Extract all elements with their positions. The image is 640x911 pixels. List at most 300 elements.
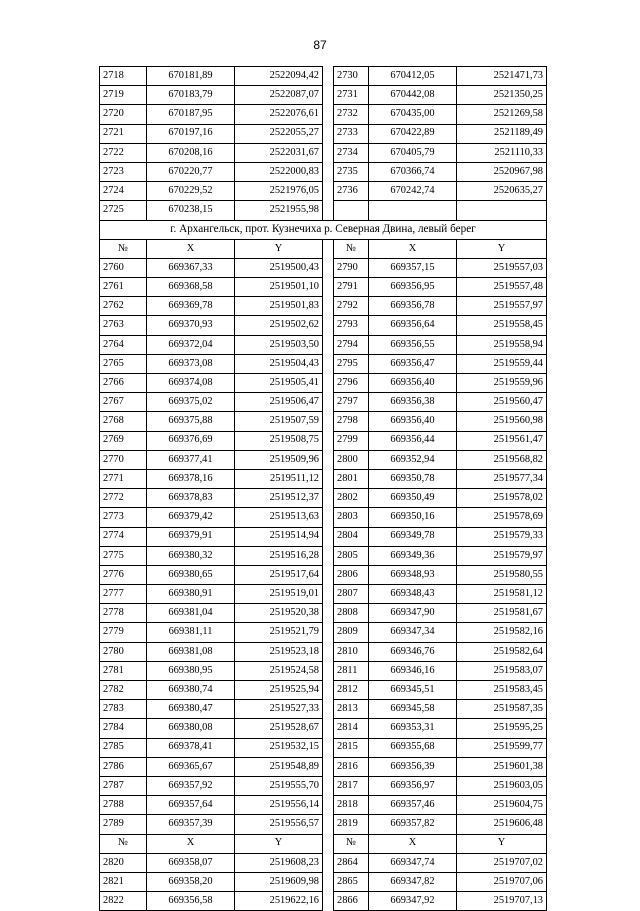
table-row — [100, 124, 547, 143]
x-left: 669381,08 — [147, 642, 235, 661]
x-left: 670197,16 — [147, 124, 235, 143]
x-right: 670412,05 — [369, 67, 457, 86]
y-right: 2519557,97 — [457, 297, 547, 316]
y-left: 2519520,38 — [235, 604, 323, 623]
x-right: 669345,51 — [369, 681, 457, 700]
x-left: 670181,89 — [147, 67, 235, 86]
x-left: 669380,32 — [147, 546, 235, 565]
point-number-right: 2810 — [334, 642, 369, 661]
column-gap — [323, 239, 334, 258]
column-gap — [323, 182, 334, 201]
point-number-right: 2812 — [334, 681, 369, 700]
point-number-right: 2792 — [334, 297, 369, 316]
point-number-left: 2821 — [100, 872, 147, 891]
point-number-left: 2721 — [100, 124, 147, 143]
column-gap — [323, 565, 334, 584]
point-number-left: 2772 — [100, 489, 147, 508]
column-gap — [323, 335, 334, 354]
y-right: 2519583,07 — [457, 661, 547, 680]
x-left: 669378,41 — [147, 738, 235, 757]
x-left: 669380,65 — [147, 565, 235, 584]
point-number-right: 2805 — [334, 546, 369, 565]
table-row — [100, 67, 547, 86]
x-left: 669378,83 — [147, 489, 235, 508]
x-left: 669367,33 — [147, 258, 235, 277]
point-number-right: 2793 — [334, 316, 369, 335]
x-right: 669345,58 — [369, 700, 457, 719]
y-left: 2519548,89 — [235, 757, 323, 776]
table-row — [100, 681, 547, 700]
table-row — [100, 162, 547, 181]
x-left: 669370,93 — [147, 316, 235, 335]
column-gap — [323, 719, 334, 738]
point-number-right: 2819 — [334, 815, 369, 834]
point-number-right: 2800 — [334, 450, 369, 469]
table-row — [100, 489, 547, 508]
column-gap — [323, 105, 334, 124]
y-right: 2519707,13 — [457, 892, 547, 911]
x-left: 669381,11 — [147, 623, 235, 642]
x-right: 669347,74 — [369, 853, 457, 872]
x-right: 669356,40 — [369, 374, 457, 393]
x-right: 669356,39 — [369, 757, 457, 776]
column-gap — [323, 872, 334, 891]
point-number-left: 2771 — [100, 469, 147, 488]
table-row — [100, 565, 547, 584]
point-number-right: 2864 — [334, 853, 369, 872]
point-number-left: 2724 — [100, 182, 147, 201]
column-header-row — [100, 834, 547, 853]
y-right: 2519558,45 — [457, 316, 547, 335]
x-header: X — [369, 239, 457, 258]
y-right: 2519578,02 — [457, 489, 547, 508]
point-number-right: 2790 — [334, 258, 369, 277]
point-number-right: 2865 — [334, 872, 369, 891]
y-left: 2519514,94 — [235, 527, 323, 546]
y-left: 2519555,70 — [235, 776, 323, 795]
x-left: 669380,91 — [147, 585, 235, 604]
point-number-left: 2770 — [100, 450, 147, 469]
table-row — [100, 86, 547, 105]
point-number-right: 2796 — [334, 374, 369, 393]
y-left: 2519501,10 — [235, 278, 323, 297]
x-right: 669356,44 — [369, 431, 457, 450]
point-number-right: 2815 — [334, 738, 369, 757]
point-number-left: 2789 — [100, 815, 147, 834]
point-number-right: 2733 — [334, 124, 369, 143]
point-number-left: 2760 — [100, 258, 147, 277]
y-right: 2519581,12 — [457, 585, 547, 604]
number-header: № — [100, 834, 147, 853]
table-row — [100, 642, 547, 661]
point-number-left: 2775 — [100, 546, 147, 565]
x-right: 669352,94 — [369, 450, 457, 469]
y-right: 2519559,44 — [457, 354, 547, 373]
y-right: 2519568,82 — [457, 450, 547, 469]
y-right: 2519558,94 — [457, 335, 547, 354]
column-gap — [323, 450, 334, 469]
point-number-right: 2804 — [334, 527, 369, 546]
point-number-left: 2722 — [100, 143, 147, 162]
table-row — [100, 700, 547, 719]
table-row — [100, 201, 547, 220]
column-gap — [323, 738, 334, 757]
y-left: 2519527,33 — [235, 700, 323, 719]
x-left: 669379,42 — [147, 508, 235, 527]
column-gap — [323, 469, 334, 488]
y-right: 2521350,25 — [457, 86, 547, 105]
table-row — [100, 796, 547, 815]
column-gap — [323, 604, 334, 623]
y-right: 2519595,25 — [457, 719, 547, 738]
y-right: 2519559,96 — [457, 374, 547, 393]
table-row — [100, 719, 547, 738]
table-row — [100, 757, 547, 776]
y-right: 2519601,38 — [457, 757, 547, 776]
column-gap — [323, 527, 334, 546]
y-left: 2519504,43 — [235, 354, 323, 373]
y-left: 2519528,67 — [235, 719, 323, 738]
y-left: 2519513,63 — [235, 508, 323, 527]
x-right: 669356,40 — [369, 412, 457, 431]
point-number-right: 2791 — [334, 278, 369, 297]
x-left: 669380,47 — [147, 700, 235, 719]
x-left: 669377,41 — [147, 450, 235, 469]
column-gap — [323, 681, 334, 700]
column-gap — [323, 834, 334, 853]
table-row — [100, 182, 547, 201]
point-number-right: 2799 — [334, 431, 369, 450]
point-number-right: 2795 — [334, 354, 369, 373]
table-row — [100, 143, 547, 162]
x-right: 669347,92 — [369, 892, 457, 911]
point-number-right: 2732 — [334, 105, 369, 124]
table-row — [100, 585, 547, 604]
column-gap — [323, 892, 334, 911]
y-left: 2522031,67 — [235, 143, 323, 162]
y-right: 2519603,05 — [457, 776, 547, 795]
point-number-left: 2762 — [100, 297, 147, 316]
column-gap — [323, 489, 334, 508]
y-right: 2519707,06 — [457, 872, 547, 891]
table-row — [100, 412, 547, 431]
table-row — [100, 469, 547, 488]
y-right: 2521269,58 — [457, 105, 547, 124]
column-gap — [323, 815, 334, 834]
x-right: 670422,89 — [369, 124, 457, 143]
y-right: 2519582,16 — [457, 623, 547, 642]
table-row — [100, 623, 547, 642]
number-header: № — [334, 834, 369, 853]
point-number-left: 2785 — [100, 738, 147, 757]
point-number-left: 2723 — [100, 162, 147, 181]
column-gap — [323, 67, 334, 86]
y-left: 2519556,14 — [235, 796, 323, 815]
page-number: 87 — [313, 38, 327, 52]
point-number-right: 2814 — [334, 719, 369, 738]
x-right: 669356,64 — [369, 316, 457, 335]
point-number-left: 2773 — [100, 508, 147, 527]
y-right: 2519604,75 — [457, 796, 547, 815]
y-left: 2519512,37 — [235, 489, 323, 508]
y-right: 2521471,73 — [457, 67, 547, 86]
column-gap — [323, 258, 334, 277]
table-row — [100, 278, 547, 297]
y-left: 2519609,98 — [235, 872, 323, 891]
table-row — [100, 508, 547, 527]
x-right: 669348,93 — [369, 565, 457, 584]
x-right: 669347,34 — [369, 623, 457, 642]
x-right: 670405,79 — [369, 143, 457, 162]
point-number-right: 2807 — [334, 585, 369, 604]
x-right: 670366,74 — [369, 162, 457, 181]
x-left: 669357,39 — [147, 815, 235, 834]
point-number-left: 2765 — [100, 354, 147, 373]
x-right: 669356,55 — [369, 335, 457, 354]
y-right: 2519587,35 — [457, 700, 547, 719]
coordinates-table-body — [100, 67, 547, 911]
x-right: 669356,38 — [369, 393, 457, 412]
x-left: 669380,95 — [147, 661, 235, 680]
column-gap — [323, 278, 334, 297]
point-number-right: 2801 — [334, 469, 369, 488]
point-number-left: 2778 — [100, 604, 147, 623]
x-right: 669356,95 — [369, 278, 457, 297]
point-number-left: 2769 — [100, 431, 147, 450]
y-left: 2519507,59 — [235, 412, 323, 431]
x-left: 669380,74 — [147, 681, 235, 700]
table-row — [100, 374, 547, 393]
table-row — [100, 604, 547, 623]
column-gap — [323, 354, 334, 373]
y-left: 2522055,27 — [235, 124, 323, 143]
y-right: 2519579,33 — [457, 527, 547, 546]
y-left: 2522094,42 — [235, 67, 323, 86]
point-number-right: 2809 — [334, 623, 369, 642]
table-row — [100, 872, 547, 891]
point-number-right: 2736 — [334, 182, 369, 201]
y-right: 2519599,77 — [457, 738, 547, 757]
x-right: 669348,43 — [369, 585, 457, 604]
x-left: 669375,02 — [147, 393, 235, 412]
column-gap — [323, 374, 334, 393]
x-left: 669374,08 — [147, 374, 235, 393]
y-header: Y — [235, 239, 323, 258]
y-right: 2519707,02 — [457, 853, 547, 872]
column-gap — [323, 585, 334, 604]
table-row — [100, 450, 547, 469]
point-number-right: 2866 — [334, 892, 369, 911]
column-gap — [323, 757, 334, 776]
x-right: 669355,68 — [369, 738, 457, 757]
y-right — [457, 201, 547, 220]
column-gap — [323, 508, 334, 527]
x-left: 670187,95 — [147, 105, 235, 124]
x-left: 669376,69 — [147, 431, 235, 450]
x-right: 669350,16 — [369, 508, 457, 527]
column-gap — [323, 623, 334, 642]
point-number-left: 2774 — [100, 527, 147, 546]
x-right: 669356,78 — [369, 297, 457, 316]
x-right: 669357,46 — [369, 796, 457, 815]
point-number-right: 2797 — [334, 393, 369, 412]
y-left: 2519608,23 — [235, 853, 323, 872]
x-left: 669357,92 — [147, 776, 235, 795]
number-header: № — [100, 239, 147, 258]
y-left: 2521976,05 — [235, 182, 323, 201]
column-gap — [323, 431, 334, 450]
x-right: 670442,08 — [369, 86, 457, 105]
table-row — [100, 738, 547, 757]
y-left: 2522000,83 — [235, 162, 323, 181]
y-left: 2522087,07 — [235, 86, 323, 105]
y-left: 2519502,62 — [235, 316, 323, 335]
y-left: 2519523,18 — [235, 642, 323, 661]
y-header: Y — [235, 834, 323, 853]
column-gap — [323, 86, 334, 105]
x-left: 669357,64 — [147, 796, 235, 815]
x-right: 669350,49 — [369, 489, 457, 508]
y-left: 2519525,94 — [235, 681, 323, 700]
x-left: 669379,91 — [147, 527, 235, 546]
column-gap — [323, 393, 334, 412]
coordinates-table — [99, 66, 547, 911]
x-left: 669358,20 — [147, 872, 235, 891]
x-left: 670220,77 — [147, 162, 235, 181]
point-number-left: 2763 — [100, 316, 147, 335]
y-left: 2519506,47 — [235, 393, 323, 412]
point-number-right: 2813 — [334, 700, 369, 719]
number-header: № — [334, 239, 369, 258]
y-right: 2519560,47 — [457, 393, 547, 412]
y-header: Y — [457, 239, 547, 258]
point-number-right: 2806 — [334, 565, 369, 584]
x-header: X — [369, 834, 457, 853]
point-number-left: 2719 — [100, 86, 147, 105]
column-gap — [323, 776, 334, 795]
x-right: 670242,74 — [369, 182, 457, 201]
x-left: 669381,04 — [147, 604, 235, 623]
point-number-right: 2802 — [334, 489, 369, 508]
table-row — [100, 316, 547, 335]
y-left: 2519517,64 — [235, 565, 323, 584]
x-left: 669368,58 — [147, 278, 235, 297]
point-number-right: 2731 — [334, 86, 369, 105]
x-right: 669346,16 — [369, 661, 457, 680]
point-number-left: 2786 — [100, 757, 147, 776]
table-row — [100, 853, 547, 872]
y-left: 2519505,41 — [235, 374, 323, 393]
y-left: 2519519,01 — [235, 585, 323, 604]
column-gap — [323, 546, 334, 565]
column-header-row — [100, 239, 547, 258]
x-right: 669347,82 — [369, 872, 457, 891]
y-right: 2520967,98 — [457, 162, 547, 181]
column-gap — [323, 700, 334, 719]
section-title-row — [100, 220, 547, 239]
table-row — [100, 354, 547, 373]
x-left: 670183,79 — [147, 86, 235, 105]
y-left: 2521955,98 — [235, 201, 323, 220]
x-left: 669356,58 — [147, 892, 235, 911]
column-gap — [323, 642, 334, 661]
y-left: 2519622,16 — [235, 892, 323, 911]
y-left: 2519500,43 — [235, 258, 323, 277]
column-gap — [323, 853, 334, 872]
point-number-right: 2794 — [334, 335, 369, 354]
x-right: 669350,78 — [369, 469, 457, 488]
column-gap — [323, 143, 334, 162]
x-left: 669373,08 — [147, 354, 235, 373]
x-left: 669369,78 — [147, 297, 235, 316]
point-number-left: 2764 — [100, 335, 147, 354]
table-row — [100, 892, 547, 911]
y-left: 2519501,83 — [235, 297, 323, 316]
column-gap — [323, 124, 334, 143]
y-right: 2519579,97 — [457, 546, 547, 565]
y-right: 2519560,98 — [457, 412, 547, 431]
y-right: 2519578,69 — [457, 508, 547, 527]
table-row — [100, 105, 547, 124]
table-row — [100, 527, 547, 546]
point-number-left: 2784 — [100, 719, 147, 738]
x-left: 669375,88 — [147, 412, 235, 431]
table-row — [100, 661, 547, 680]
y-left: 2519511,12 — [235, 469, 323, 488]
point-number-right — [334, 201, 369, 220]
y-right: 2519581,67 — [457, 604, 547, 623]
x-right: 669353,31 — [369, 719, 457, 738]
point-number-left: 2777 — [100, 585, 147, 604]
section-title: г. Архангельск, прот. Кузнечиха р. Северная Двина, левый берег — [100, 220, 547, 239]
point-number-right: 2803 — [334, 508, 369, 527]
y-header: Y — [457, 834, 547, 853]
x-header: X — [147, 239, 235, 258]
x-right: 669356,97 — [369, 776, 457, 795]
point-number-left: 2720 — [100, 105, 147, 124]
point-number-left: 2718 — [100, 67, 147, 86]
y-left: 2519508,75 — [235, 431, 323, 450]
x-right: 669349,36 — [369, 546, 457, 565]
point-number-right: 2817 — [334, 776, 369, 795]
table-row — [100, 335, 547, 354]
y-right: 2520635,27 — [457, 182, 547, 201]
point-number-left: 2767 — [100, 393, 147, 412]
point-number-right: 2730 — [334, 67, 369, 86]
point-number-left: 2782 — [100, 681, 147, 700]
y-left: 2519556,57 — [235, 815, 323, 834]
y-right: 2521189,49 — [457, 124, 547, 143]
x-right: 669356,47 — [369, 354, 457, 373]
x-left: 669380,08 — [147, 719, 235, 738]
y-right: 2519557,03 — [457, 258, 547, 277]
point-number-right: 2816 — [334, 757, 369, 776]
point-number-right: 2735 — [334, 162, 369, 181]
table-row — [100, 776, 547, 795]
column-gap — [323, 297, 334, 316]
y-left: 2519532,15 — [235, 738, 323, 757]
y-right: 2521110,33 — [457, 143, 547, 162]
point-number-left: 2820 — [100, 853, 147, 872]
x-right: 669357,15 — [369, 258, 457, 277]
x-right: 670435,00 — [369, 105, 457, 124]
x-left: 670229,52 — [147, 182, 235, 201]
point-number-left: 2787 — [100, 776, 147, 795]
table-row — [100, 546, 547, 565]
x-right — [369, 201, 457, 220]
column-gap — [323, 796, 334, 815]
x-right: 669346,76 — [369, 642, 457, 661]
